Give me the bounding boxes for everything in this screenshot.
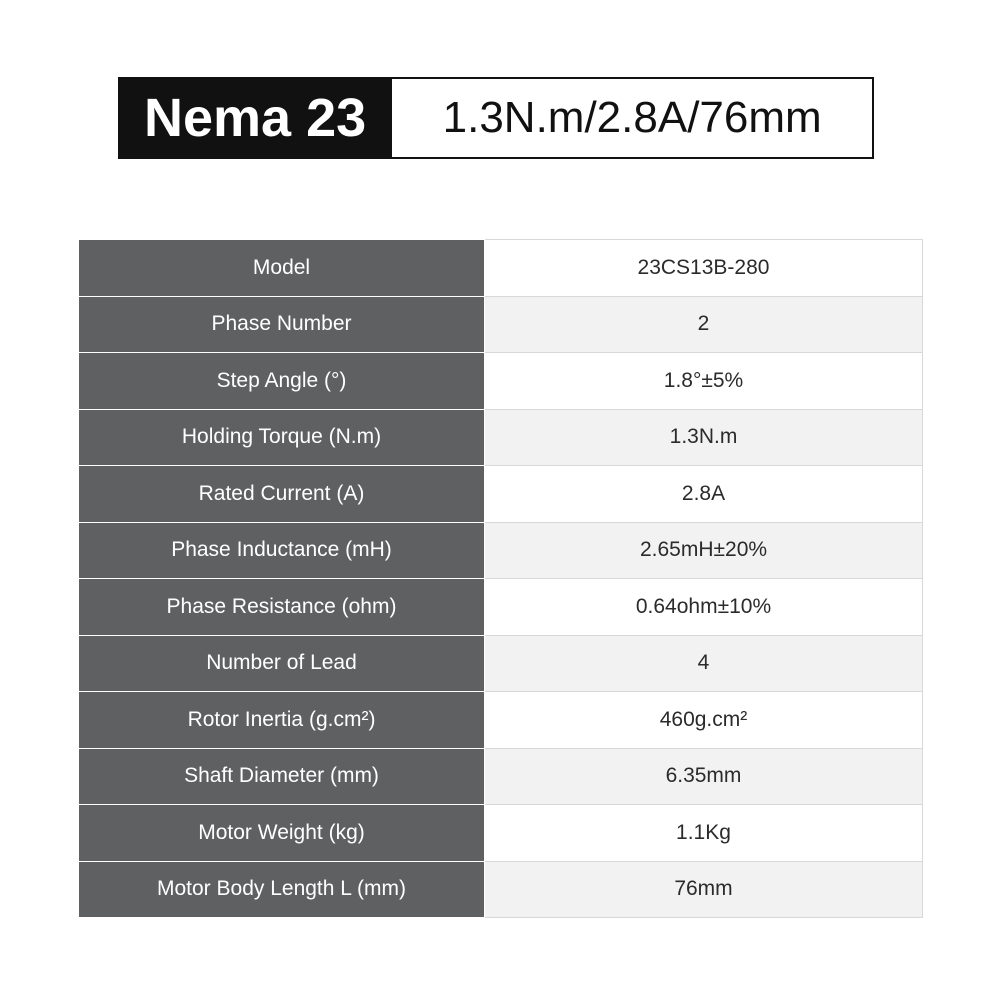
spec-value-motor-weight: 1.1Kg [485,805,923,862]
spec-value-motor-body-length: 76mm [485,861,923,918]
table-row [79,805,923,862]
table-row [79,522,923,579]
spec-label-motor-body-length: Motor Body Length L (mm) [79,861,485,918]
banner-specs-block [392,77,874,159]
spec-label-model: Model [79,240,485,297]
spec-value-number-of-lead: 4 [485,635,923,692]
banner-series-block [118,77,392,159]
table-row [79,353,923,410]
spec-label-rotor-inertia: Rotor Inertia (g.cm²) [79,692,485,749]
spec-value-phase-number: 2 [485,296,923,353]
table-row [79,409,923,466]
spec-value-holding-torque: 1.3N.m [485,409,923,466]
spec-value-step-angle: 1.8°±5% [485,353,923,410]
table-row [79,635,923,692]
table-row [79,466,923,523]
table-row [79,296,923,353]
spec-label-phase-number: Phase Number [79,296,485,353]
spec-value-rated-current: 2.8A [485,466,923,523]
spec-value-phase-resistance: 0.64ohm±10% [485,579,923,636]
spec-label-phase-inductance: Phase Inductance (mH) [79,522,485,579]
spec-value-shaft-diameter: 6.35mm [485,748,923,805]
spec-label-rated-current: Rated Current (A) [79,466,485,523]
spec-value-rotor-inertia: 460g.cm² [485,692,923,749]
spec-value-phase-inductance: 2.65mH±20% [485,522,923,579]
spec-label-shaft-diameter: Shaft Diameter (mm) [79,748,485,805]
table-row [79,861,923,918]
table-row [79,240,923,297]
spec-label-number-of-lead: Number of Lead [79,635,485,692]
table-row [79,579,923,636]
table-row [79,692,923,749]
header-banner [118,77,874,159]
spec-label-phase-resistance: Phase Resistance (ohm) [79,579,485,636]
spec-label-step-angle: Step Angle (°) [79,353,485,410]
table-row [79,748,923,805]
specification-table [78,239,923,918]
spec-label-motor-weight: Motor Weight (kg) [79,805,485,862]
spec-label-holding-torque: Holding Torque (N.m) [79,409,485,466]
banner-series-label: Nema 23 [144,88,367,148]
spec-value-model: 23CS13B-280 [485,240,923,297]
specification-table-body [79,240,923,918]
banner-specs-label: 1.3N.m/2.8A/76mm [442,93,822,142]
